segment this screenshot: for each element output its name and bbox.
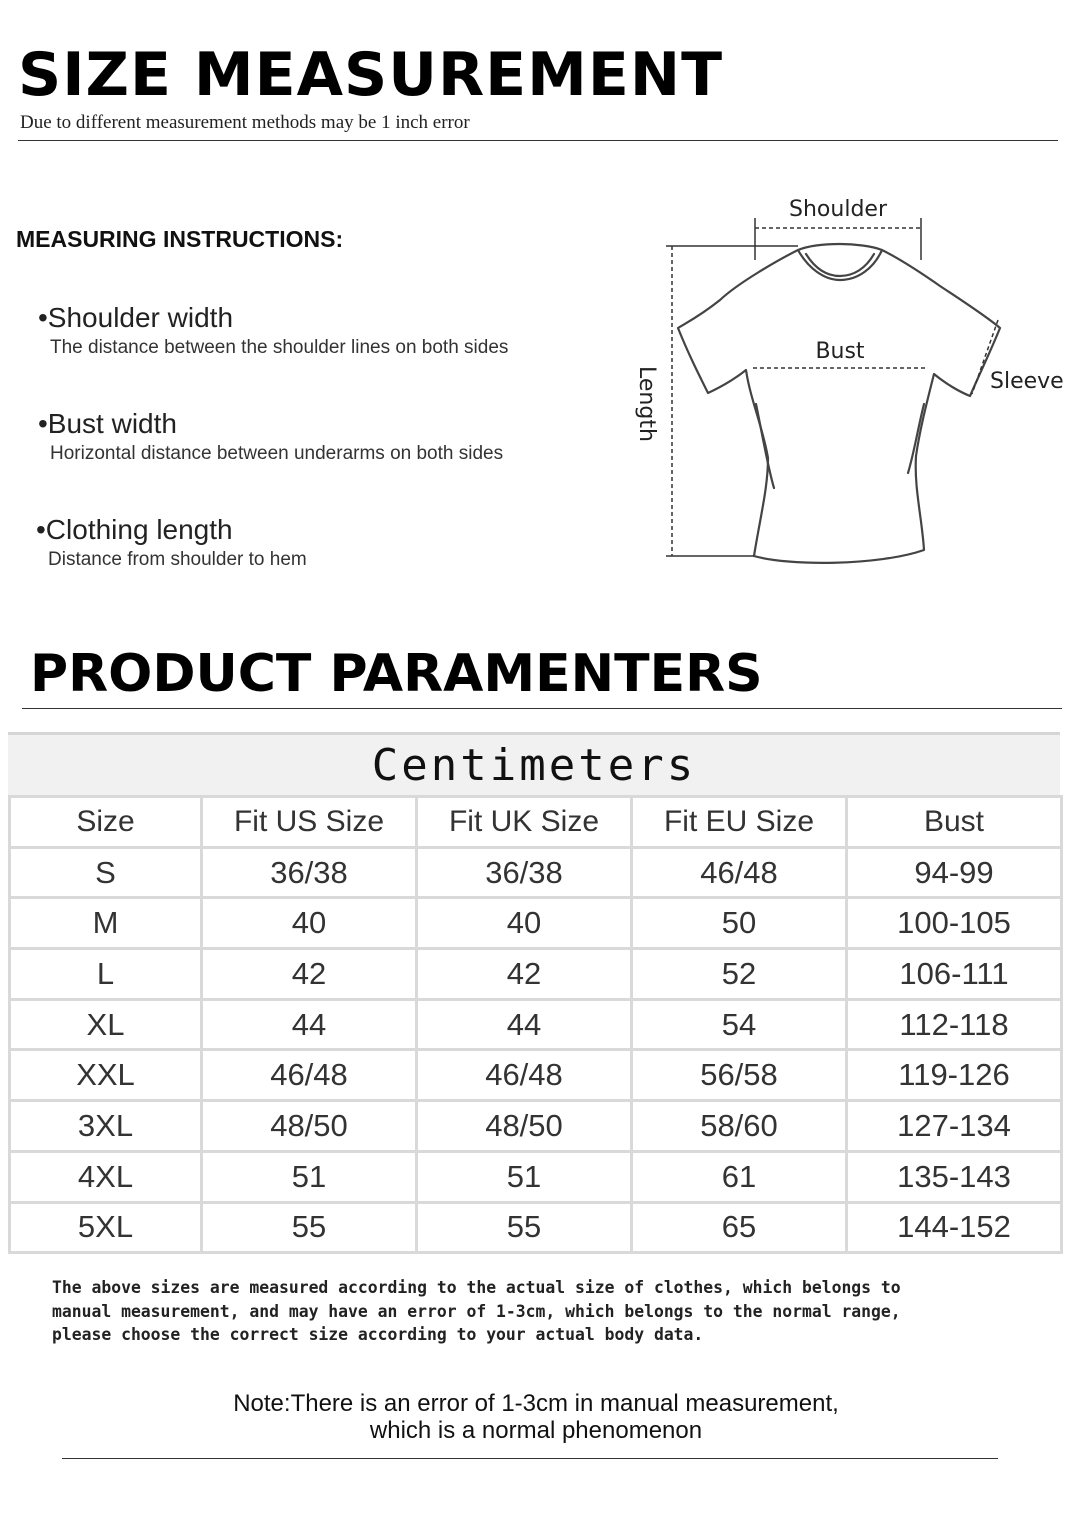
unit-label: Centimeters xyxy=(371,739,697,791)
instruction-title: •Shoulder width xyxy=(38,302,234,333)
params-divider xyxy=(22,708,1062,709)
table-cell: 44 xyxy=(202,999,417,1050)
table-cell: 42 xyxy=(417,949,632,1000)
table-cell: 55 xyxy=(417,1202,632,1253)
column-header: Size xyxy=(10,797,202,848)
table-cell: 112-118 xyxy=(847,999,1062,1050)
table-row xyxy=(10,898,1062,949)
table-cell: 61 xyxy=(632,1151,847,1202)
shoulder-label: Shoulder xyxy=(789,197,887,222)
table-cell: 58/60 xyxy=(632,1101,847,1152)
table-row xyxy=(10,1101,1062,1152)
column-header: Fit UK Size xyxy=(417,797,632,848)
table-cell: XL xyxy=(10,999,202,1050)
table-row xyxy=(10,1151,1062,1202)
table-row xyxy=(10,847,1062,898)
tshirt-outline-icon xyxy=(678,244,1000,563)
size-disclaimer: The above sizes are measured according to the actual size of clothes, which belongs to manual measurement, and may have an error of 1-3cm, which belongs to the normal range, please choose the correct size according to your actual body data. xyxy=(52,1278,901,1344)
table-cell: 127-134 xyxy=(847,1101,1062,1152)
table-cell: 46/48 xyxy=(202,1050,417,1101)
instruction-title: •Bust width xyxy=(38,408,177,439)
table-cell: 42 xyxy=(202,949,417,1000)
note-line-1: Note:There is an error of 1-3cm in manual measurement, xyxy=(233,1390,839,1417)
column-header: Fit US Size xyxy=(202,797,417,848)
table-cell: 119-126 xyxy=(847,1050,1062,1101)
length-label: Length xyxy=(634,366,659,442)
table-cell: 48/50 xyxy=(417,1101,632,1152)
tshirt-measurement-diagram xyxy=(628,188,1068,578)
table-cell: 65 xyxy=(632,1202,847,1253)
table-cell: 46/48 xyxy=(417,1050,632,1101)
table-cell: 40 xyxy=(417,898,632,949)
table-cell: 5XL xyxy=(10,1202,202,1253)
instruction-length xyxy=(36,514,307,572)
table-cell: XXL xyxy=(10,1050,202,1101)
size-chart-table xyxy=(8,795,1063,1254)
table-cell: 52 xyxy=(632,949,847,1000)
instruction-desc: The distance between the shoulder lines on both sides xyxy=(50,337,509,358)
measuring-instructions-heading: MEASURING INSTRUCTIONS: xyxy=(16,226,344,252)
table-cell: 94-99 xyxy=(847,847,1062,898)
table-row xyxy=(10,1050,1062,1101)
note-line-2: which is a normal phenomenon xyxy=(369,1417,703,1444)
instruction-title: •Clothing length xyxy=(36,514,233,545)
table-cell: 55 xyxy=(202,1202,417,1253)
measurement-error-subtitle: Due to different measurement methods may be 1 inch error xyxy=(20,112,470,133)
instruction-shoulder xyxy=(38,302,508,360)
table-cell: 4XL xyxy=(10,1151,202,1202)
table-cell: 46/48 xyxy=(632,847,847,898)
table-row xyxy=(10,999,1062,1050)
column-header: Fit EU Size xyxy=(632,797,847,848)
sleeve-label: Sleeve xyxy=(990,369,1064,394)
table-row xyxy=(10,1202,1062,1253)
table-cell: S xyxy=(10,847,202,898)
table-cell: 51 xyxy=(417,1151,632,1202)
table-header-row xyxy=(10,797,1062,848)
instruction-desc: Distance from shoulder to hem xyxy=(48,549,307,570)
table-cell: 100-105 xyxy=(847,898,1062,949)
table-cell: 40 xyxy=(202,898,417,949)
size-table xyxy=(8,732,1060,1254)
instruction-bust xyxy=(38,408,503,466)
table-cell: 36/38 xyxy=(417,847,632,898)
unit-header xyxy=(8,732,1060,795)
size-measurement-title: SIZE MEASUREMENT xyxy=(18,40,724,110)
bust-label: Bust xyxy=(815,339,865,364)
table-cell: 51 xyxy=(202,1151,417,1202)
table-cell: 144-152 xyxy=(847,1202,1062,1253)
table-cell: 48/50 xyxy=(202,1101,417,1152)
table-cell: 50 xyxy=(632,898,847,949)
table-cell: 106-111 xyxy=(847,949,1062,1000)
footer-divider xyxy=(62,1458,998,1459)
table-cell: 36/38 xyxy=(202,847,417,898)
product-parameters-title: PRODUCT PARAMENTERS xyxy=(30,644,763,704)
table-cell: 44 xyxy=(417,999,632,1050)
header-divider xyxy=(18,140,1058,141)
column-header: Bust xyxy=(847,797,1062,848)
table-cell: M xyxy=(10,898,202,949)
table-cell: 135-143 xyxy=(847,1151,1062,1202)
table-cell: 54 xyxy=(632,999,847,1050)
note-block xyxy=(0,1390,1072,1444)
instruction-desc: Horizontal distance between underarms on both sides xyxy=(50,443,504,464)
table-row xyxy=(10,949,1062,1000)
table-cell: L xyxy=(10,949,202,1000)
table-cell: 56/58 xyxy=(632,1050,847,1101)
table-cell: 3XL xyxy=(10,1101,202,1152)
